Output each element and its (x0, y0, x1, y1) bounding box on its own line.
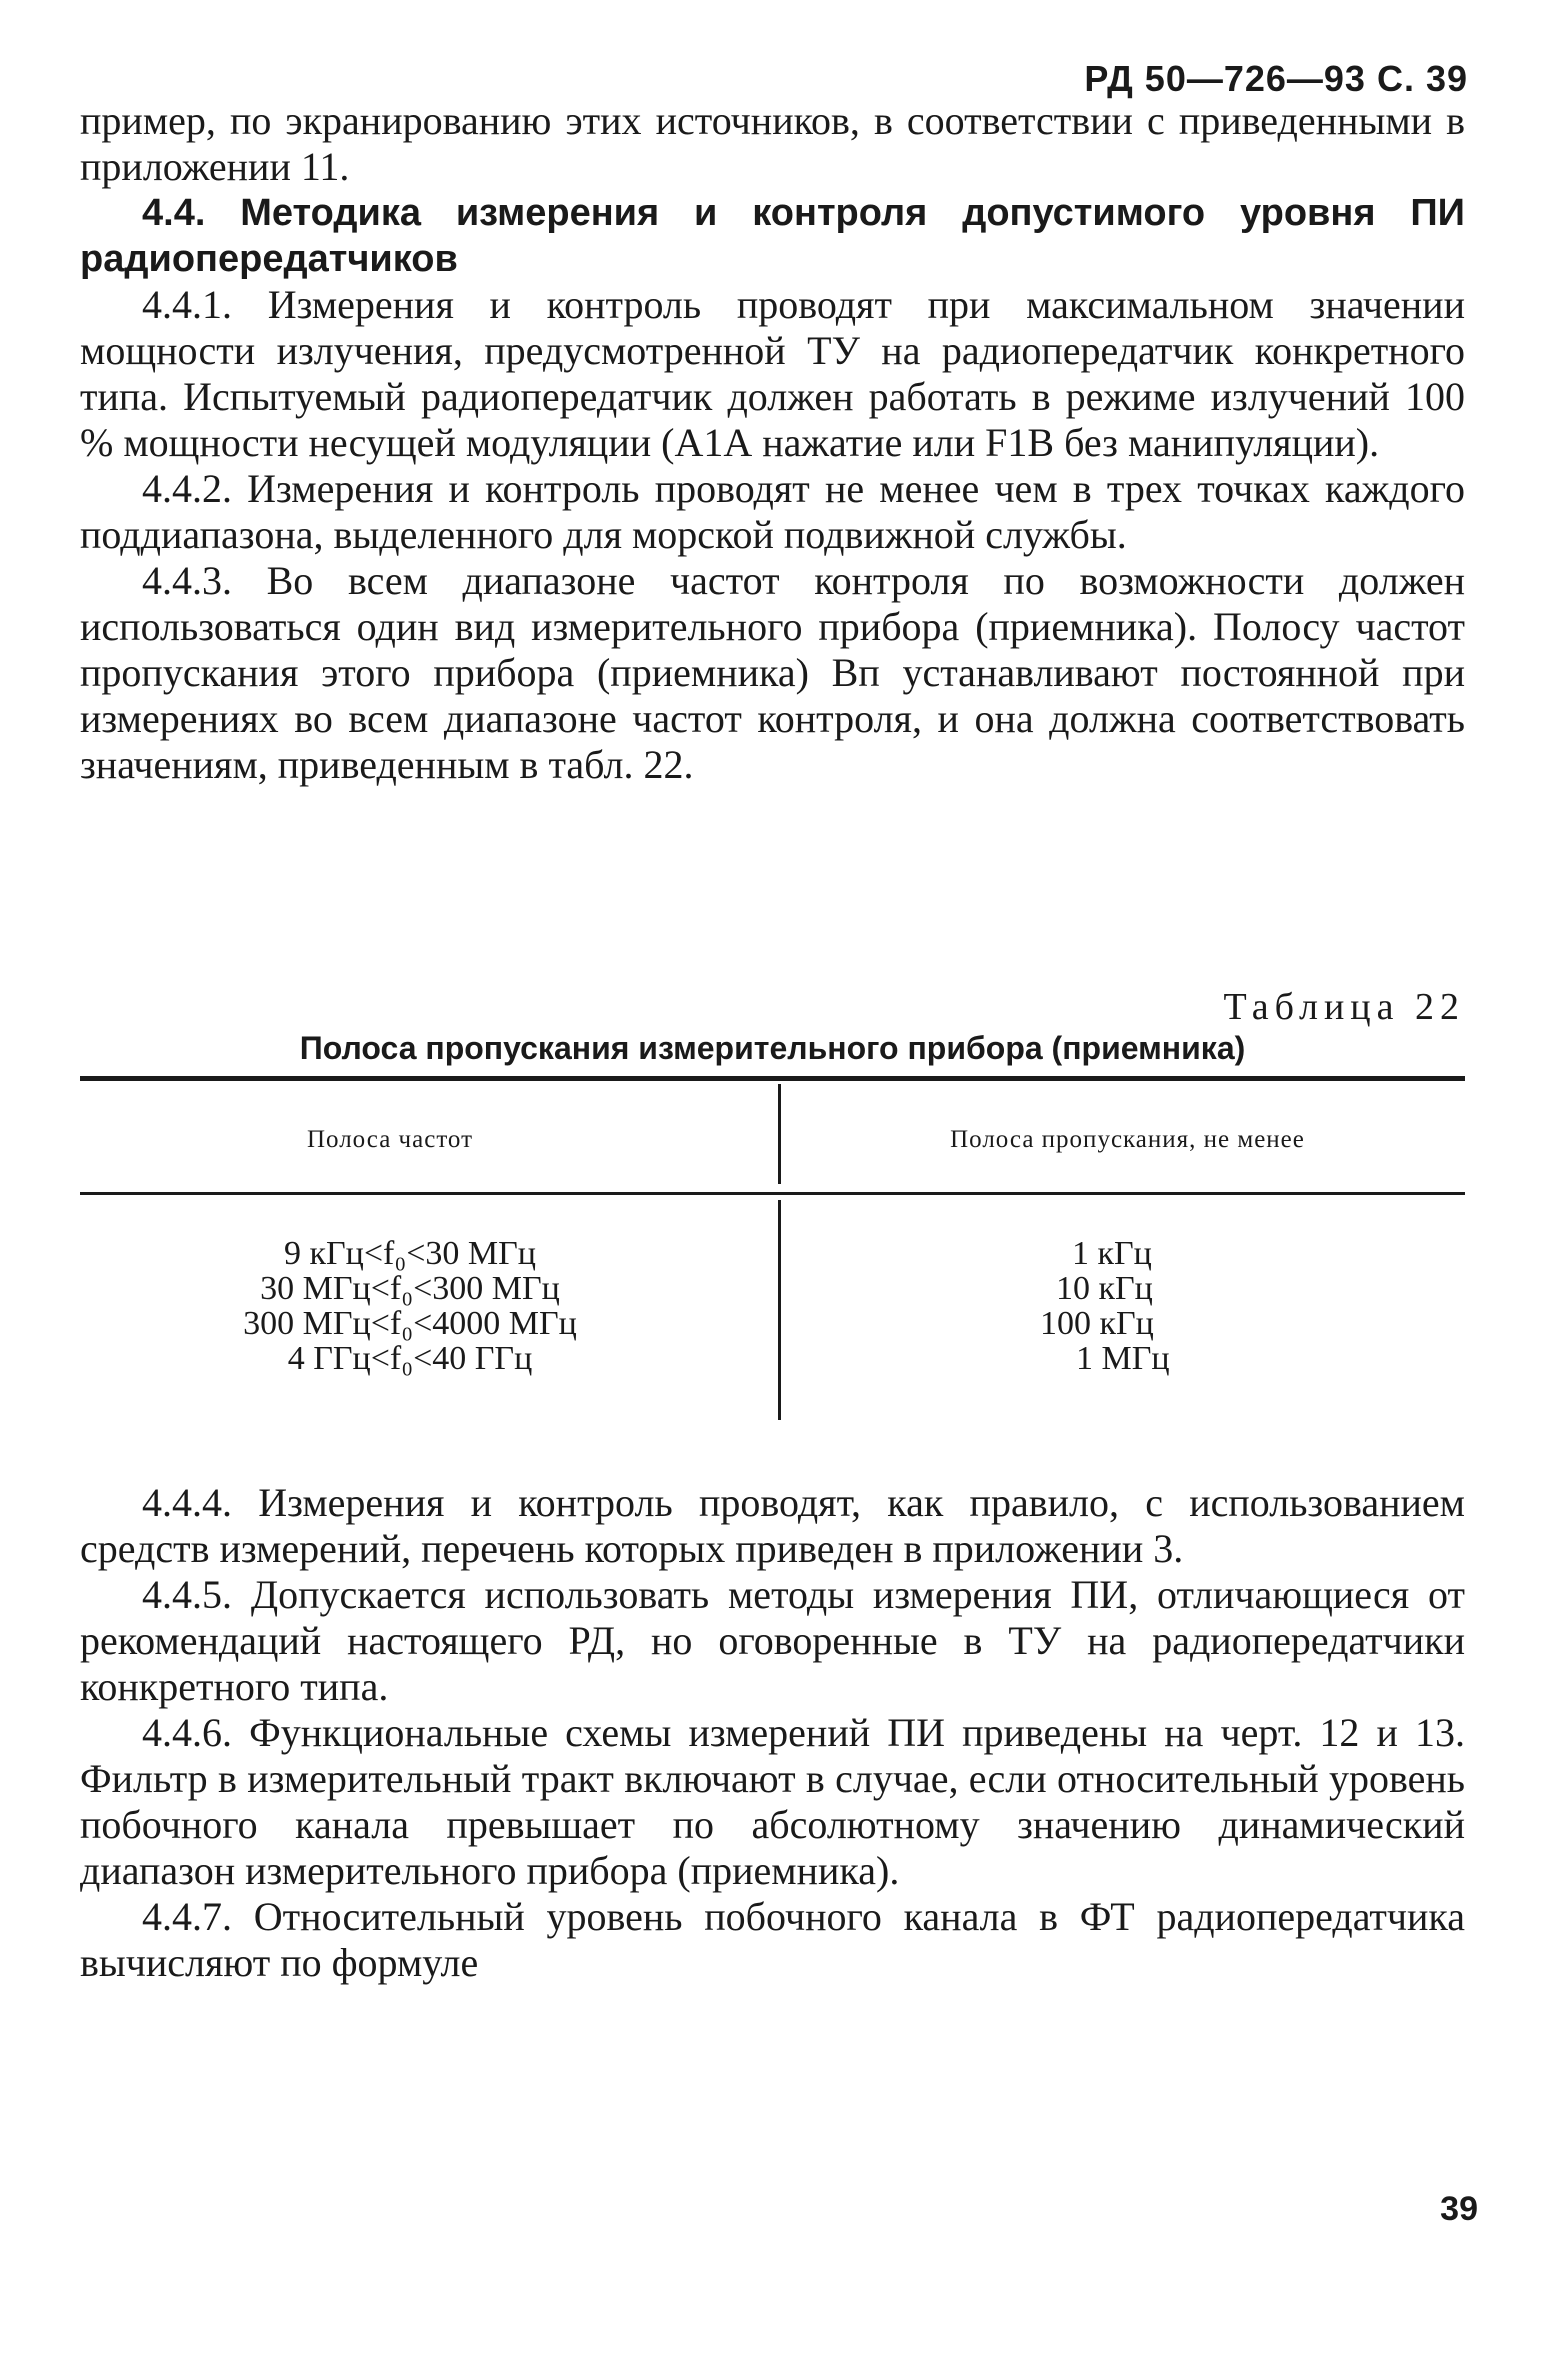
table-cell-frequency: 4 ГГц<f₀<40 ГГц (287, 1340, 533, 1377)
frequency-column (140, 1236, 680, 1376)
table-cell-bandwidth: 1 кГц (1072, 1235, 1152, 1272)
section-heading: 4.4. Методика измерения и контроля допустимого уровня ПИ радиопередатчиков (80, 192, 1465, 280)
table-header-divider (778, 1084, 781, 1184)
table-cell-frequency: 300 МГц<f₀<4000 МГц (243, 1305, 577, 1342)
column-header-frequency: Полоса частот (306, 1126, 474, 1153)
paragraph-4-4-6: 4.4.6. Функциональные схемы измерений ПИ приведены на черт. 12 и 13. Фильтр в измерительный тракт включают в случае, если относительный уровень побочного канала превышает по абсолютному значению динамический диапазон измерительного прибора (приемника). (80, 1710, 1465, 1893)
page-number: 39 (1440, 2190, 1478, 2228)
paragraph-4-4-2: 4.4.2. Измерения и контроль проводят не менее чем в трех точках каждого поддиапазона, выделенного для морской подвижной службы. (80, 466, 1465, 557)
table-cell-bandwidth: 100 кГц (1040, 1305, 1154, 1342)
paragraph-4-4-7: 4.4.7. Относительный уровень побочного канала в ФТ радиопередатчика вычисляют по формуле (80, 1894, 1465, 1985)
table-body-divider (778, 1200, 781, 1420)
table-top-rule (80, 1076, 1465, 1081)
table-cell-frequency: 9 кГц<f₀<30 МГц (284, 1235, 536, 1272)
table-cell-frequency: 30 МГц<f₀<300 МГц (260, 1270, 560, 1307)
column-header-bandwidth: Полоса пропускания, не менее (950, 1126, 1305, 1153)
table-title: Полоса пропускания измерительного прибора (приемника) (299, 1030, 1246, 1066)
upper-text-block (80, 98, 1465, 788)
paragraph-4-4-5: 4.4.5. Допускается использовать методы измерения ПИ, отличающиеся от рекомендаций настоящего РД, но оговоренные в ТУ на радиопередатчики конкретного типа. (80, 1572, 1465, 1709)
lower-text-block (80, 1480, 1465, 1986)
table-header-rule (80, 1192, 1465, 1195)
paragraph-4-4-3: 4.4.3. Во всем диапазоне частот контроля по возможности должен использоваться один вид измерительного прибора (приемника). Полосу частот пропускания этого прибора (приемника) Вп устанавливают постоянной при измерениях во всем диапазоне частот контроля, и она должна соответствовать значениям, приведенным в табл. 22. (80, 558, 1465, 787)
paragraph-4-4-4: 4.4.4. Измерения и контроль проводят, как правило, с использованием средств измерений, перечень которых приведен в приложении 3. (80, 1480, 1465, 1571)
bandwidth-column (1040, 1236, 1240, 1376)
table-cell-bandwidth: 10 кГц (1056, 1270, 1153, 1307)
paragraph-4-4-1: 4.4.1. Измерения и контроль проводят при максимальном значении мощности излучения, предусмотренной ТУ на радиопередатчик конкретного типа. Испытуемый радиопередатчик должен работать в режиме излучений 100 % мощности несущей модуляции (А1А нажатие или F1B без манипуляции). (80, 282, 1465, 465)
table-cell-bandwidth: 1 МГц (1076, 1340, 1170, 1377)
paragraph-continuation: пример, по экранированию этих источников, в соответствии с приведенными в приложении 11. (80, 98, 1465, 189)
running-header: РД 50—726—93 С. 39 (1084, 58, 1468, 99)
table-label: Таблица 22 (1223, 986, 1465, 1028)
